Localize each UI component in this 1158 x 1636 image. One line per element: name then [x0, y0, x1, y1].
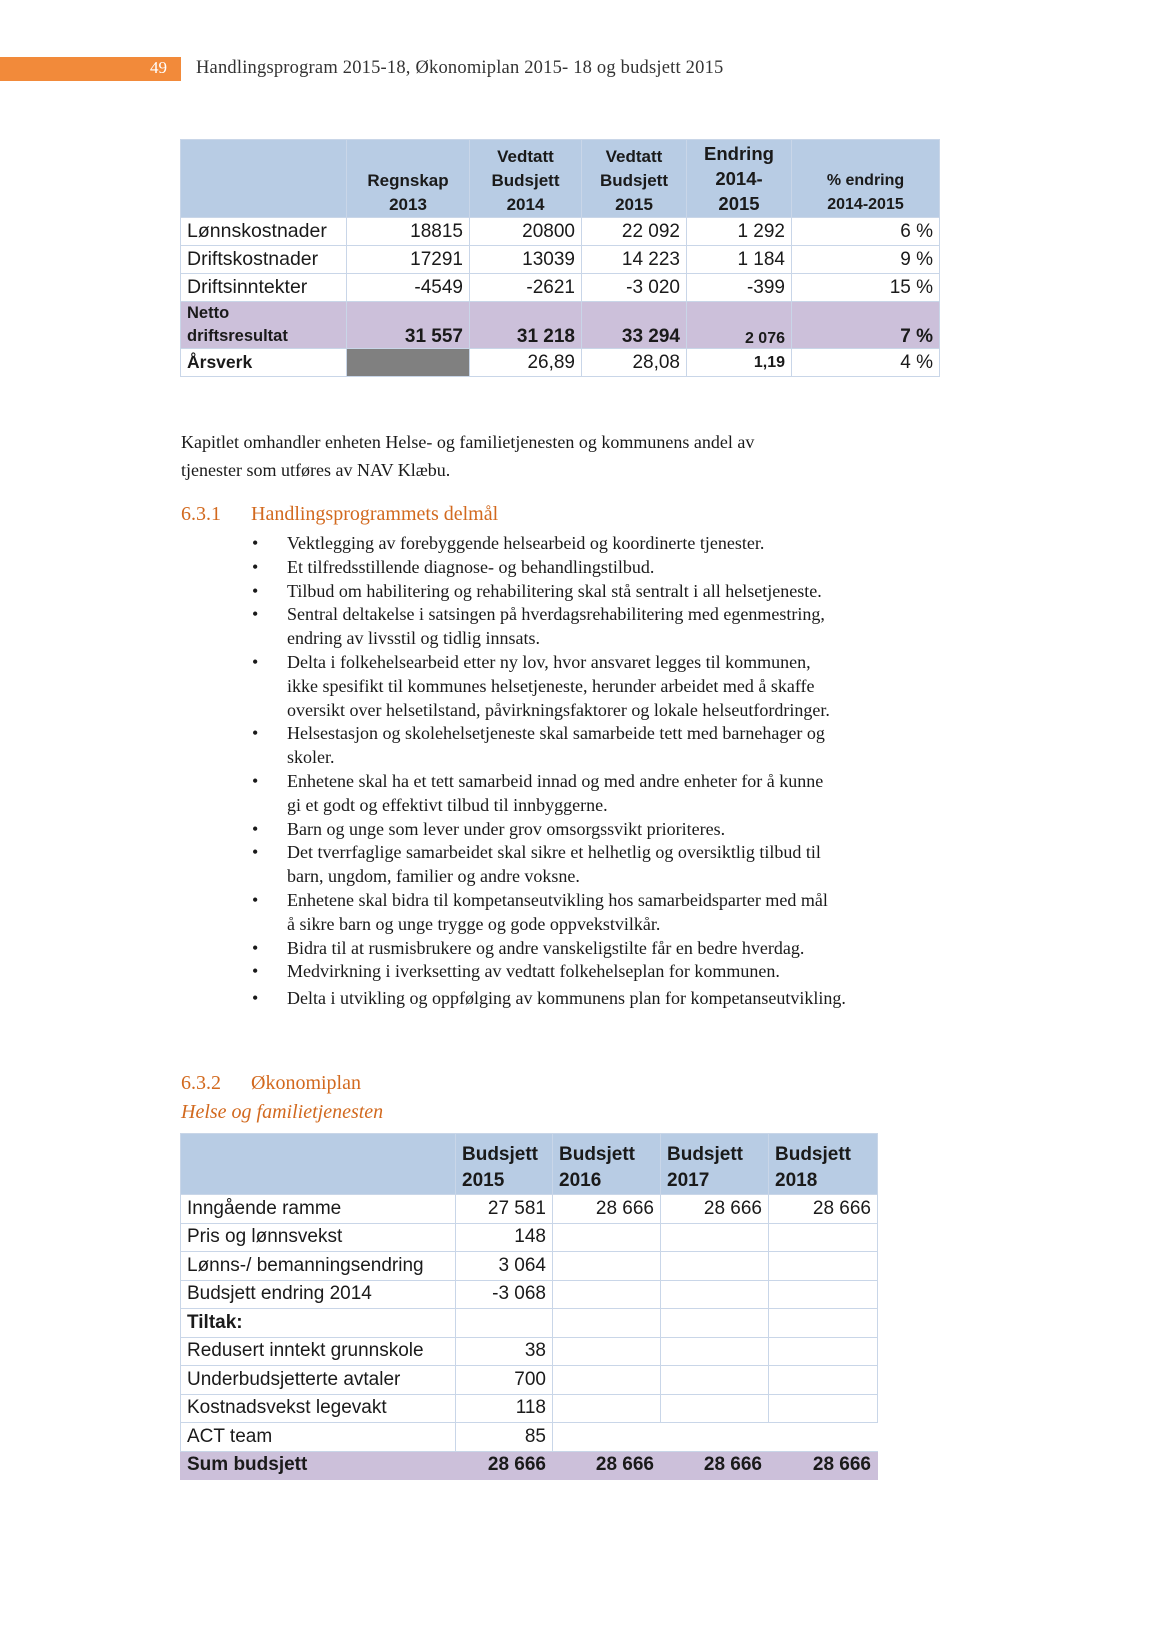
goal-text-line: Medvirkning i iverksetting av vedtatt folkehelseplan for kommunen. [287, 961, 780, 982]
goal-text-line: ikke spesifikt til kommunes helsetjeneste, herunder arbeidet med å skaffe [287, 675, 815, 696]
cell: 85 [456, 1423, 553, 1452]
row-label: Driftskostnader [181, 246, 347, 274]
cell [553, 1280, 661, 1309]
header-budsjett-2017: Budsjett 2017 [661, 1134, 769, 1195]
cell: 3 064 [456, 1252, 553, 1281]
header-budsjett-2016: Budsjett 2016 [553, 1134, 661, 1195]
cell: 27 581 [456, 1195, 553, 1224]
bullet-icon: • [252, 723, 259, 744]
cell [661, 1309, 769, 1338]
cell [553, 1223, 661, 1252]
bullet-icon: • [252, 842, 259, 863]
cell [661, 1280, 769, 1309]
cell: -3 020 [582, 274, 687, 302]
header-budsjett-2018: Budsjett 2018 [769, 1134, 878, 1195]
cell [553, 1366, 661, 1395]
cell [456, 1309, 553, 1338]
cell: 26,89 [470, 349, 582, 377]
masked-cell [347, 349, 470, 377]
goal-text-line: Et tilfredsstillende diagnose- og behandlingstilbud. [287, 556, 655, 577]
goal-text-line: Delta i utvikling og oppfølging av kommunens plan for kompetanseutvikling. [287, 988, 846, 1009]
header-regnskap-2013: Regnskap 2013 [347, 140, 470, 218]
section-title: Økonomiplan [251, 1072, 361, 1094]
cell: 28 666 [769, 1451, 878, 1480]
section-heading-632 [181, 1072, 361, 1095]
cell [661, 1423, 769, 1452]
cell: 9 % [792, 246, 940, 274]
cell [769, 1394, 878, 1423]
goals-list [252, 532, 992, 1011]
cell: 7 % [792, 302, 940, 349]
cell: 6 % [792, 218, 940, 246]
row-label: Netto driftsresultat [181, 302, 347, 349]
cell: 15 % [792, 274, 940, 302]
row-label: ACT team [181, 1423, 456, 1452]
cell [661, 1223, 769, 1252]
intro-paragraph: Kapitlet omhandler enheten Helse- og familietjenesten og kommunens andel av tjenester som utføres av NAV Klæbu. [181, 432, 755, 480]
budget-table [180, 1133, 878, 1480]
bullet-icon: • [252, 580, 259, 601]
row-label: Driftsinntekter [181, 274, 347, 302]
cell: 22 092 [582, 218, 687, 246]
goal-text-line: Barn og unge som lever under grov omsorgssvikt prioriteres. [287, 818, 726, 839]
table-row [181, 1423, 878, 1452]
cell [769, 1366, 878, 1395]
table-row [181, 246, 940, 274]
cell: 1,19 [687, 349, 792, 377]
row-label: Årsverk [181, 349, 347, 377]
cell: 18815 [347, 218, 470, 246]
running-title: Handlingsprogram 2015-18, Økonomiplan 2015- 18 og budsjett 2015 [196, 58, 724, 78]
table-row [181, 1252, 878, 1281]
row-label: Budsjett endring 2014 [181, 1280, 456, 1309]
cell: 13039 [470, 246, 582, 274]
goal-list-item [252, 937, 992, 961]
cell: 17291 [347, 246, 470, 274]
row-label: Kostnadsvekst legevakt [181, 1394, 456, 1423]
cell: 700 [456, 1366, 553, 1395]
goal-text-line: Bidra til at rusmisbrukere og andre vanskeligstilte får en bedre hverdag. [287, 937, 805, 958]
cell: 14 223 [582, 246, 687, 274]
section-number: 6.3.2 [181, 1072, 221, 1094]
header-pct-endring: % endring 2014-2015 [792, 140, 940, 218]
cell [553, 1337, 661, 1366]
table-row [181, 1195, 878, 1224]
cell: 28 666 [553, 1451, 661, 1480]
row-label: Sum budsjett [181, 1451, 456, 1480]
cell [769, 1252, 878, 1281]
cell: 31 218 [470, 302, 582, 349]
section-subtitle: Helse og familietjenesten [181, 1101, 384, 1123]
cell [769, 1223, 878, 1252]
goal-list-item [252, 770, 992, 818]
row-label: Lønnskostnader [181, 218, 347, 246]
header-budsjett-2015: Budsjett 2015 [456, 1134, 553, 1195]
goal-text-line: endring av livsstil og tidlig innsats. [287, 628, 540, 649]
table-row [181, 218, 940, 246]
cell: 28 666 [553, 1195, 661, 1224]
cell: -3 068 [456, 1280, 553, 1309]
row-label: Pris og lønnsvekst [181, 1223, 456, 1252]
section-number: 6.3.1 [181, 503, 221, 525]
cell [769, 1337, 878, 1366]
goal-list-item [252, 960, 992, 984]
cell: 148 [456, 1223, 553, 1252]
cell [553, 1309, 661, 1338]
goal-list-item [252, 603, 992, 651]
cell: 4 % [792, 349, 940, 377]
cell: 1 292 [687, 218, 792, 246]
table-row [181, 1280, 878, 1309]
goal-list-item [252, 818, 992, 842]
row-label: Lønns-/ bemanningsendring [181, 1252, 456, 1281]
cell [553, 1252, 661, 1281]
cell: 38 [456, 1337, 553, 1366]
bullet-icon: • [252, 533, 259, 553]
cell: 28 666 [661, 1195, 769, 1224]
goal-text-line: å sikre barn og unge trygge og gode oppvekstvilkår. [287, 913, 661, 934]
goal-text-line: Vektlegging av forebyggende helsearbeid og koordinerte tjenester. [287, 533, 765, 553]
goal-text-line: Helsestasjon og skolehelsetjeneste skal samarbeide tett med barnehager og [287, 723, 825, 744]
header-cell-empty [181, 140, 347, 218]
cell [769, 1423, 878, 1452]
bullet-icon: • [252, 937, 259, 958]
cell: 2 076 [687, 302, 792, 349]
cell: 28 666 [769, 1195, 878, 1224]
cell [553, 1394, 661, 1423]
page-number-bar [0, 57, 181, 81]
cell: -2621 [470, 274, 582, 302]
cell [553, 1423, 661, 1452]
cell: 31 557 [347, 302, 470, 349]
row-label: Redusert inntekt grunnskole [181, 1337, 456, 1366]
goal-list-item [252, 532, 992, 556]
goal-text-line: Tilbud om habilitering og rehabilitering skal stå sentralt i all helsetjeneste. [287, 580, 822, 601]
section-title: Handlingsprogrammets delmål [251, 503, 499, 525]
arsverk-row [181, 349, 940, 377]
table-row [181, 1223, 878, 1252]
cell [661, 1366, 769, 1395]
cell: 118 [456, 1394, 553, 1423]
cell: 1 184 [687, 246, 792, 274]
goal-text-line: gi et godt og effektivt tilbud til innbyggerne. [287, 794, 608, 815]
goal-list-item [252, 580, 992, 604]
bullet-icon: • [252, 651, 259, 672]
goal-list-item [252, 841, 992, 889]
cell [661, 1252, 769, 1281]
goal-text-line: skoler. [287, 747, 335, 768]
table-row [181, 274, 940, 302]
goal-text-line: Delta i folkehelsearbeid etter ny lov, hvor ansvaret legges til kommunen, [287, 651, 811, 672]
goal-list-item [252, 987, 992, 1011]
header-cell-empty [181, 1134, 456, 1195]
table-row [181, 1366, 878, 1395]
cell [661, 1394, 769, 1423]
bullet-icon: • [252, 556, 259, 577]
cell [769, 1280, 878, 1309]
header-budsjett-2015: Vedtatt Budsjett 2015 [582, 140, 687, 218]
bullet-icon: • [252, 770, 259, 791]
goal-list-item [252, 889, 992, 937]
cell: -399 [687, 274, 792, 302]
table-header-row [181, 140, 940, 218]
goal-text-line: Det tverrfaglige samarbeidet skal sikre et helhetlig og oversiktlig tilbud til [287, 842, 821, 863]
bullet-icon: • [252, 818, 259, 839]
cell: 28,08 [582, 349, 687, 377]
table-row [181, 1394, 878, 1423]
netto-driftsresultat-row [181, 302, 940, 349]
table-row [181, 1309, 878, 1338]
bullet-icon: • [252, 961, 259, 982]
table-header-row [181, 1134, 878, 1195]
bullet-icon: • [252, 604, 259, 625]
cell: 20800 [470, 218, 582, 246]
goal-list-item [252, 722, 992, 770]
goal-text-line: barn, ungdom, familier og andre voksne. [287, 866, 580, 887]
cell: 28 666 [456, 1451, 553, 1480]
cell: 28 666 [661, 1451, 769, 1480]
goal-text-line: Enhetene skal ha et tett samarbeid innad og med andre enheter for å kunne [287, 770, 824, 791]
bullet-icon: • [252, 988, 259, 1009]
goal-list-item [252, 651, 992, 722]
bullet-icon: • [252, 889, 259, 910]
header-budsjett-2014: Vedtatt Budsjett 2014 [470, 140, 582, 218]
cell: -4549 [347, 274, 470, 302]
row-label: Tiltak: [181, 1309, 456, 1338]
header-endring: Endring 2014- 2015 [687, 140, 792, 218]
goal-text-line: oversikt over helsetilstand, påvirkningsfaktorer og lokale helseutfordringer. [287, 699, 830, 720]
cell [661, 1337, 769, 1366]
page-number: 49 [150, 58, 167, 77]
row-label: Underbudsjetterte avtaler [181, 1366, 456, 1395]
table-row [181, 1337, 878, 1366]
row-label: Inngående ramme [181, 1195, 456, 1224]
summary-table [180, 139, 940, 377]
goal-list-item [252, 556, 992, 580]
cell: 33 294 [582, 302, 687, 349]
goal-text-line: Enhetene skal bidra til kompetanseutvikling hos samarbeidsparter med mål [287, 889, 828, 910]
goal-text-line: Sentral deltakelse i satsingen på hverdagsrehabilitering med egenmestring, [287, 604, 825, 625]
section-heading-631 [181, 503, 498, 526]
sum-row [181, 1451, 878, 1480]
cell [769, 1309, 878, 1338]
